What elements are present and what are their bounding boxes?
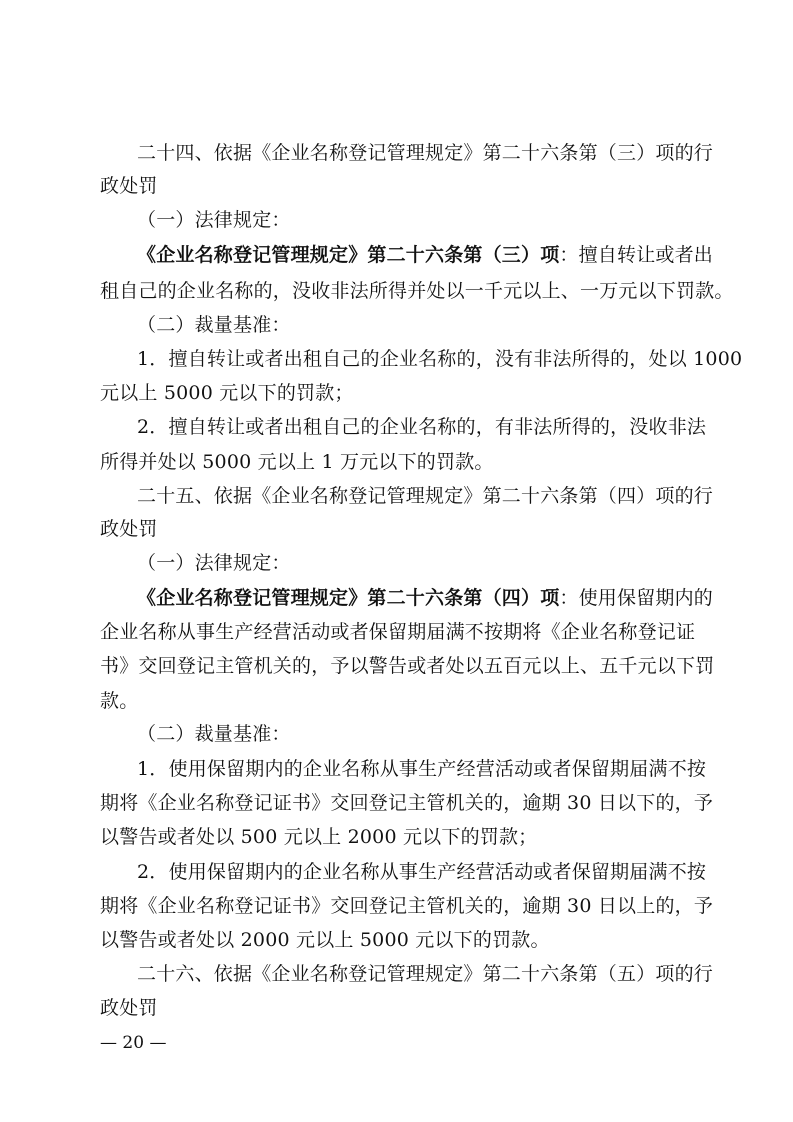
section-25-legal-text-cont-2: 书》交回登记主管机关的，予以警告或者处以五百元以上、五千元以下罚	[100, 655, 715, 677]
section-25-legal-text	[137, 586, 714, 610]
section-25-item-1-cont-2: 以警告或者处以 500 元以上 2000 元以下的罚款；	[100, 826, 538, 848]
section-25-item-2: 2．使用保留期内的企业名称从事生产经营活动或者保留期届满不按	[137, 861, 707, 883]
page-number: — 20 —	[100, 1033, 167, 1053]
section-24-legal-text-cont: 租自己的企业名称的，没收非法所得并处以一千元以上、一万元以下罚款。	[100, 280, 734, 302]
section-24-item-1-cont: 元以上 5000 元以下的罚款；	[100, 382, 354, 404]
section-24-legal-article: 《企业名称登记管理规定》第二十六条第（三）项	[137, 244, 560, 266]
section-25-legal-text-cont-3: 款。	[100, 690, 139, 712]
section-24-heading-cont: 政处罚	[100, 175, 158, 197]
section-26-heading-cont: 政处罚	[100, 997, 158, 1019]
section-24-item-1: 1．擅自转让或者出租自己的企业名称的，没有非法所得的，处以 1000	[137, 348, 743, 370]
section-24-legal-text-rest: ：擅自转让或者出	[559, 244, 714, 266]
section-25-heading-cont: 政处罚	[100, 518, 158, 540]
section-25-heading: 二十五、依据《企业名称登记管理规定》第二十六条第（四）项的行	[137, 485, 714, 507]
section-25-item-1-cont-1: 期将《企业名称登记证书》交回登记主管机关的，逾期 30 日以下的，予	[100, 792, 714, 814]
section-25-item-2-cont-2: 以警告或者处以 2000 元以上 5000 元以下的罚款。	[100, 929, 550, 951]
section-24-item-2-cont: 所得并处以 5000 元以上 1 万元以下的罚款。	[100, 451, 494, 473]
section-25-item-1: 1．使用保留期内的企业名称从事生产经营活动或者保留期届满不按	[137, 758, 707, 780]
section-25-item-2-cont-1: 期将《企业名称登记证书》交回登记主管机关的，逾期 30 日以上的，予	[100, 895, 714, 917]
section-25-legal-text-cont-1: 企业名称从事生产经营活动或者保留期届满不按期将《企业名称登记证	[100, 621, 696, 643]
section-24-standard-label: （二）裁量基准：	[137, 314, 291, 336]
section-25-legal-label: （一）法律规定：	[137, 552, 291, 574]
section-26-heading: 二十六、依据《企业名称登记管理规定》第二十六条第（五）项的行	[137, 963, 714, 985]
section-24-item-2: 2．擅自转让或者出租自己的企业名称的，有非法所得的，没收非法	[137, 416, 707, 438]
section-25-legal-text-rest: ：使用保留期内的	[559, 587, 714, 609]
section-25-legal-article: 《企业名称登记管理规定》第二十六条第（四）项	[137, 587, 560, 609]
section-24-legal-label: （一）法律规定：	[137, 209, 291, 231]
section-25-standard-label: （二）裁量基准：	[137, 723, 291, 745]
section-24-legal-text	[137, 243, 714, 267]
section-24-heading: 二十四、依据《企业名称登记管理规定》第二十六条第（三）项的行	[137, 142, 714, 164]
